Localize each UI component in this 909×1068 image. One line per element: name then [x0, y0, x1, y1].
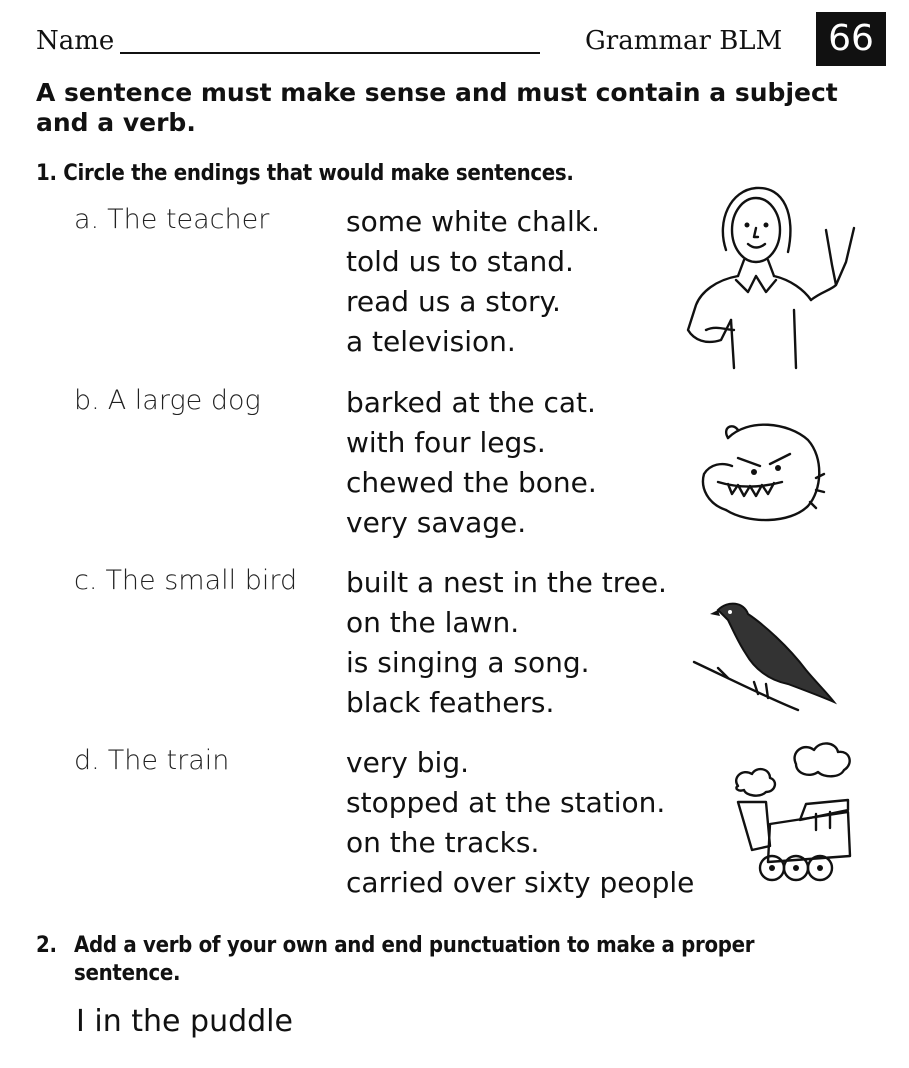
ending-option[interactable]: is singing a song. — [346, 646, 590, 679]
ending-option[interactable]: stopped at the station. — [346, 786, 666, 819]
dog-icon — [698, 418, 828, 528]
item-c-endings — [346, 563, 667, 723]
question-2-text-line2: sentence. — [74, 961, 181, 986]
ending-option[interactable]: read us a story. — [346, 285, 561, 318]
item-stem-text: The train — [107, 745, 230, 776]
question-2-instruction — [36, 932, 856, 988]
item-stem-text: The teacher — [107, 204, 270, 235]
item-letter: a. — [74, 204, 100, 235]
ending-option[interactable]: on the lawn. — [346, 606, 520, 639]
ending-option[interactable]: told us to stand. — [346, 245, 574, 278]
item-a-stem — [74, 204, 269, 235]
item-letter: d. — [74, 745, 100, 776]
item-letter: b. — [74, 385, 100, 416]
ending-option[interactable]: on the tracks. — [346, 826, 540, 859]
question-1-instruction — [36, 160, 574, 188]
name-label: Name — [36, 26, 115, 56]
ending-option[interactable]: carried over sixty people — [346, 866, 695, 899]
name-write-line[interactable] — [120, 52, 540, 54]
ending-option[interactable]: black feathers. — [346, 686, 555, 719]
item-b-endings — [346, 383, 597, 543]
incomplete-sentence[interactable]: I in the puddle — [76, 1004, 293, 1039]
item-b-stem — [74, 385, 261, 416]
item-d-stem — [74, 745, 229, 776]
ending-option[interactable]: very big. — [346, 746, 470, 779]
item-c-stem — [74, 565, 297, 596]
grammar-rule: A sentence must make sense and must contain a subject and a verb. — [36, 78, 838, 137]
ending-option[interactable]: built a nest in the tree. — [346, 566, 667, 599]
ending-option[interactable]: a television. — [346, 325, 516, 358]
train-icon — [730, 738, 860, 888]
item-stem-text: A large dog — [107, 385, 261, 416]
item-a-endings — [346, 202, 600, 362]
ending-option[interactable]: barked at the cat. — [346, 386, 596, 419]
item-stem-text: The small bird — [105, 565, 298, 596]
ending-option[interactable]: very savage. — [346, 506, 527, 539]
item-letter: c. — [74, 565, 98, 596]
bird-icon — [688, 598, 838, 713]
ending-option[interactable]: chewed the bone. — [346, 466, 597, 499]
question-1-number: 1. — [36, 161, 57, 186]
worksheet-label: Grammar BLM — [585, 26, 783, 56]
ending-option[interactable]: with four legs. — [346, 426, 546, 459]
ending-option[interactable]: some white chalk. — [346, 205, 600, 238]
teacher-icon — [686, 180, 861, 370]
question-2-number: 2. — [36, 933, 57, 958]
item-d-endings — [346, 743, 694, 903]
page-number-badge: 66 — [816, 12, 886, 66]
question-2-text-line1: Add a verb of your own and end punctuation to make a proper — [74, 933, 755, 958]
question-1-text: Circle the endings that would make sentences. — [63, 161, 574, 186]
